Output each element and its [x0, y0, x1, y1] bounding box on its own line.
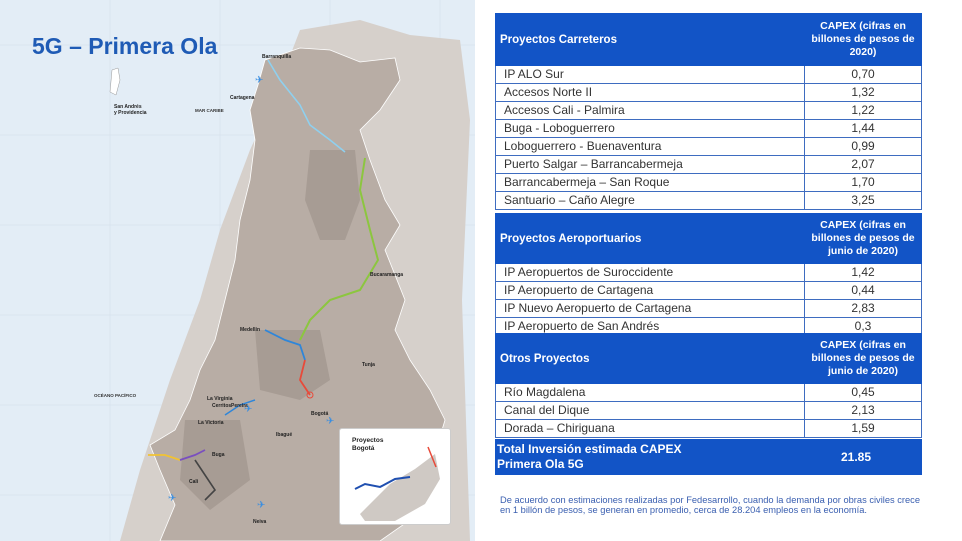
map-place-label: Cartagena	[230, 95, 255, 101]
airport-icon: ✈	[168, 493, 177, 504]
project-capex: 2,83	[805, 300, 922, 318]
road-projects-table	[495, 13, 922, 210]
map-place-label: Cerritos	[212, 403, 232, 409]
table-row	[496, 66, 922, 84]
project-name: Buga - Loboguerrero	[496, 120, 805, 138]
project-capex: 2,07	[805, 156, 922, 174]
map-place-label: San Andrés	[114, 104, 142, 110]
other-projects-table	[495, 333, 922, 438]
table-row	[496, 282, 922, 300]
table-row	[496, 120, 922, 138]
total-value: 21.85	[841, 450, 872, 464]
airport-projects-table	[495, 213, 922, 336]
project-name: Santuario – Caño Alegre	[496, 192, 805, 210]
project-name: IP ALO Sur	[496, 66, 805, 84]
project-name: Puerto Salgar – Barrancabermeja	[496, 156, 805, 174]
map-place-label: La Victoria	[198, 420, 224, 426]
table-row	[496, 84, 922, 102]
map-place-label: Cali	[189, 479, 199, 485]
header-value: CAPEX (cifras en billones de pesos de junio de 2020)	[805, 214, 922, 264]
header-value: CAPEX (cifras en billones de pesos de junio de 2020)	[805, 334, 922, 384]
header-label: Proyectos Aeroportuarios	[496, 214, 805, 264]
project-capex: 0,3	[805, 318, 922, 336]
table-row	[496, 102, 922, 120]
airport-icon: ✈	[255, 75, 264, 86]
project-capex: 1,22	[805, 102, 922, 120]
map-place-label: Neiva	[253, 519, 267, 525]
project-name: Dorada – Chiriguana	[496, 420, 805, 438]
project-capex: 0,45	[805, 384, 922, 402]
airport-icon: ✈	[257, 500, 266, 511]
project-name: Accesos Cali - Palmira	[496, 102, 805, 120]
table-row	[496, 402, 922, 420]
project-capex: 1,42	[805, 264, 922, 282]
map-place-label: Tunja	[362, 362, 375, 368]
header-label: Otros Proyectos	[496, 334, 805, 384]
project-capex: 1,59	[805, 420, 922, 438]
map-place-label: Barranquilla	[262, 54, 292, 60]
map-place-label: Bucaramanga	[370, 272, 404, 278]
table-row	[496, 192, 922, 210]
project-name: Río Magdalena	[496, 384, 805, 402]
total-label: Total Inversión estimada CAPEX Primera Ola 5G	[497, 442, 682, 471]
project-capex: 0,44	[805, 282, 922, 300]
table-row	[496, 300, 922, 318]
project-name: Barrancabermeja – San Roque	[496, 174, 805, 192]
project-name: Loboguerrero - Buenaventura	[496, 138, 805, 156]
map-place-label: Buga	[212, 452, 225, 458]
project-capex: 0,99	[805, 138, 922, 156]
map-panel	[0, 0, 475, 541]
project-name: IP Aeropuerto de Cartagena	[496, 282, 805, 300]
table-row	[496, 264, 922, 282]
project-capex: 1,44	[805, 120, 922, 138]
inset-map	[340, 429, 450, 524]
header-value: CAPEX (cifras en billones de pesos de 2020)	[805, 14, 922, 66]
map-place-label: OCÉANO PACÍFICO	[94, 393, 137, 398]
table-row	[496, 174, 922, 192]
map-place-label: Ibagué	[276, 432, 293, 438]
table-header	[496, 14, 922, 66]
project-name: Accesos Norte II	[496, 84, 805, 102]
project-capex: 0,70	[805, 66, 922, 84]
project-name: IP Aeropuerto de San Andrés	[496, 318, 805, 336]
bogota-inset	[339, 428, 451, 525]
project-name: IP Aeropuertos de Suroccidente	[496, 264, 805, 282]
project-name: Canal del Dique	[496, 402, 805, 420]
project-capex: 3,25	[805, 192, 922, 210]
table-row	[496, 384, 922, 402]
table-header	[496, 334, 922, 384]
map-place-label: y Providencia	[114, 110, 147, 116]
project-name: IP Nuevo Aeropuerto de Cartagena	[496, 300, 805, 318]
map-place-label: La Virginia	[207, 396, 233, 402]
map-place-label: Medellín	[240, 327, 261, 333]
total-investment-bar	[495, 439, 922, 475]
page-title: 5G – Primera Ola	[32, 33, 218, 59]
map-place-label: Pereira	[231, 403, 248, 409]
table-row	[496, 156, 922, 174]
header-label: Proyectos Carreteros	[496, 14, 805, 66]
table-row	[496, 420, 922, 438]
map-place-label: Bogotá	[311, 411, 329, 417]
project-capex: 1,32	[805, 84, 922, 102]
inset-title: Proyectos Bogotá	[352, 437, 384, 452]
table-header	[496, 214, 922, 264]
airport-icon: ✈	[326, 416, 335, 427]
airport-icon: ✈	[244, 404, 253, 415]
project-capex: 1,70	[805, 174, 922, 192]
map-place-label: MAR CARIBE	[195, 108, 224, 113]
table-row	[496, 138, 922, 156]
project-capex: 2,13	[805, 402, 922, 420]
footnote: De acuerdo con estimaciones realizadas por Fedesarrollo, cuando la demanda por obras civiles crece en 1 billón de pesos, se generan en promedio, cerca de 28.204 empleos en la economía.	[500, 495, 920, 515]
